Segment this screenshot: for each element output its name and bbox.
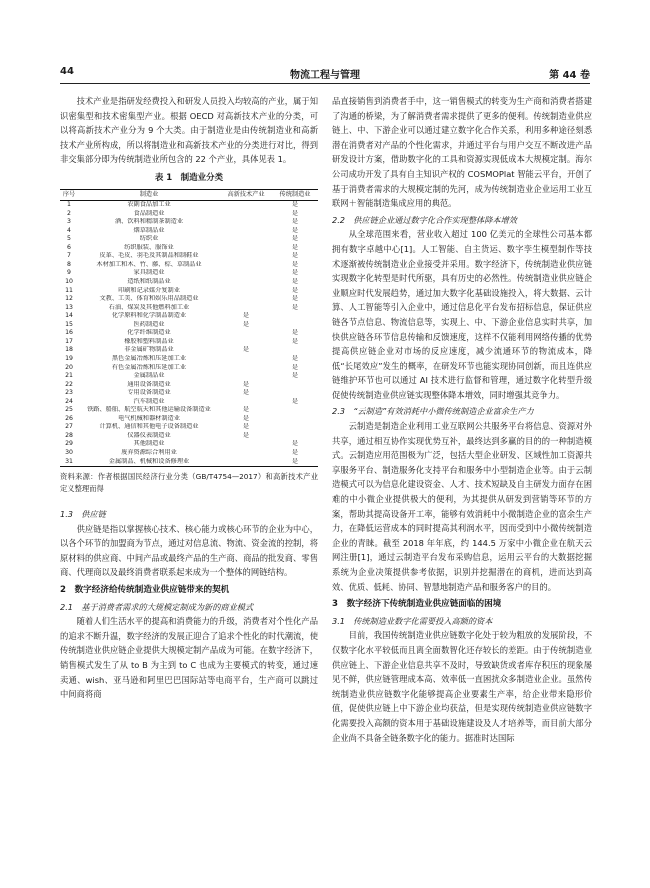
row-number: 22 (65, 380, 73, 388)
row-number: 12 (65, 295, 73, 303)
row-number: 21 (65, 372, 73, 380)
row-number: 24 (65, 397, 73, 405)
table-row (60, 381, 318, 390)
hightech-flag (220, 338, 272, 347)
table-row (60, 235, 318, 244)
table-row (60, 261, 318, 270)
left-column (60, 94, 318, 864)
traditional-flag: 是 (291, 235, 299, 243)
traditional-flag (272, 381, 318, 390)
header-no: 序号 (60, 189, 78, 201)
row-number: 28 (65, 431, 73, 439)
row-number: 13 (65, 303, 73, 311)
row-number: 20 (65, 363, 73, 371)
traditional-flag: 是 (291, 372, 299, 380)
header-hightech: 高新技术产业 (220, 189, 272, 201)
row-number: 19 (65, 354, 73, 362)
industry-name: 汽车制造业 (133, 397, 165, 405)
hightech-flag (220, 210, 272, 219)
industry-name: 通用设备制造业 (127, 380, 171, 388)
industry-name: 造纸和纸制品业 (127, 278, 171, 286)
row-number: 6 (67, 243, 71, 251)
table-row (60, 218, 318, 227)
continued-paragraph: 品直接销售到消费者手中，这一销售模式的转变为生产商和消费者搭建了沟通的桥梁，为了解消费者需求提供了更多的便利。传统制造业供应链上、中、下游企业可以通过建立数字化合作关系，利用多种途径刻悉潜在消费者对产品的个性化需求，并通过平台与用户交互不断改进产品研发设计方案，借助数字化的工具和资源实现低成本大规模定制。海尔公司成功开发了具有自主知识产权的 COSMOPlat 智能云平台，开创了基于消费者需求的大规模定制的先河，成为传统制造业企业运用工业互联网＋智能制造集成应用的典范。 (332, 96, 592, 209)
row-number: 23 (65, 389, 73, 397)
table-row (60, 364, 318, 373)
traditional-flag (272, 312, 318, 321)
traditional-flag: 是 (291, 278, 299, 286)
hightech-flag (220, 304, 272, 313)
table-row (60, 278, 318, 287)
row-number: 30 (65, 448, 73, 456)
hightech-flag (220, 244, 272, 253)
hightech-flag (220, 227, 272, 236)
table-row (60, 355, 318, 364)
table-row (60, 346, 318, 355)
table-row (60, 338, 318, 347)
industry-name: 木材加工和木、竹、藤、棕、草制品业 (96, 260, 202, 268)
traditional-flag (272, 415, 318, 424)
hightech-flag (220, 458, 272, 467)
traditional-flag: 是 (291, 363, 299, 371)
hightech-flag: 是 (242, 320, 250, 328)
traditional-flag: 是 (291, 397, 299, 405)
table-row (60, 244, 318, 253)
section-2-3-heading: 2.3 “云制造”有效消耗中小微传统制造企业富余生产力 (332, 406, 534, 417)
hightech-flag (220, 269, 272, 278)
industry-name: 纺织服装、服饰业 (124, 243, 174, 251)
table-caption: 表 1 制造业分类 (154, 172, 224, 183)
hightech-flag (220, 372, 272, 381)
right-column (332, 94, 592, 864)
traditional-flag: 是 (291, 209, 299, 217)
section-2-heading: 2 数字经济给传统制造业供应链带来的契机 (60, 585, 230, 596)
hightech-flag: 是 (242, 414, 250, 422)
traditional-flag (272, 321, 318, 330)
table-row (60, 415, 318, 424)
traditional-flag: 是 (291, 286, 299, 294)
section-2-1-paragraph: 随着人们生活水平的提高和消费能力的升级，消费者对个性化产品的追求不断升温，数字经济的发展正迎合了追求个性化的时代潮流，使传统制造业供应链企业提供大规模定制产品成为可能。在数字经济下，销售模式发生了从 to B 为主到 to C 也成为主要模式的转变，通过速卖通、wish、亚马逊和阿里巴巴国际站等电商平台，生产商可以跳过中间商将商 (60, 616, 318, 700)
industry-name: 印刷和记录媒介复制业 (118, 286, 180, 294)
industry-name: 有色金属冶炼和压延加工业 (111, 363, 187, 371)
table-header-row (60, 189, 318, 201)
traditional-flag: 是 (272, 458, 318, 467)
traditional-flag: 是 (291, 201, 299, 209)
row-number: 1 (67, 201, 71, 209)
traditional-flag: 是 (291, 448, 299, 456)
table-row (60, 458, 318, 467)
industry-name: 其他制造业 (133, 440, 165, 448)
hightech-flag (220, 287, 272, 296)
table-row (60, 440, 318, 449)
row-number: 3 (67, 218, 71, 226)
industry-name: 计算机、通信和其他电子设备制造业 (99, 423, 199, 431)
traditional-flag: 是 (291, 354, 299, 362)
row-number: 17 (65, 337, 73, 345)
hightech-flag (220, 235, 272, 244)
traditional-flag (272, 423, 318, 432)
section-2-2-paragraph: 从全球范围来看，营业收入超过 100 亿美元的全球性公司基本都拥有数字卓越中心[1]。人工智能、自主货运、数字孪生模型制作等技术逐渐被传统制造业企业接受并采用。数字经济下，传统制造业供应链实现数字化转型是时代所驱，具有历史的必然性。传统制造业供应链企业顺应时代发展趋势，通过加大数字化基础设施投入，将大数据、云计算、人工智能等引入企业中，通过信息化平台发布招标信息，保证供应链各节点信息、物流信息等，实现上、中、下游企业信息实时共享，加快供应链各环节信息传输和反馈速度，这样不仅能利用网络传播的优势提高供应链企业对市场的反应速度，减少流通环节的物流成本，降低“长尾效应”发生的概率，在研发环节也能实现协同创新，而且连供应链维护环节也可以通过 AI 技术进行监督和管理，通过数字化转型升级促使传统制造业供应链实现整体降本增效，同时增强其竞争力。 (332, 229, 592, 400)
table-row (60, 321, 318, 330)
industry-name: 非金属矿物制品业 (124, 346, 174, 354)
journal-title: 物流工程与管理 (290, 70, 360, 81)
table-row (60, 201, 318, 210)
traditional-flag: 是 (291, 243, 299, 251)
industry-name: 酒、饮料和精制茶制造业 (114, 218, 184, 226)
hightech-flag (220, 355, 272, 364)
traditional-flag: 是 (291, 252, 299, 260)
hightech-flag (220, 261, 272, 270)
industry-name: 家具制造业 (133, 269, 165, 277)
table-row (60, 252, 318, 261)
industry-name: 石油、煤炭及其他燃料加工业 (108, 303, 190, 311)
hightech-flag (220, 398, 272, 407)
table-row (60, 432, 318, 441)
hightech-flag (220, 449, 272, 458)
section-1-3-paragraph: 供应链是指以掌握核心技术、核心能力或核心环节的企业为中心，以各个环节的加盟商为节点，通过对信息流、物流、资金流的控制，将原材料的供应商、中间产品或最终产品的生产商、商品的批发商、零售商、代理商以及最终消费者联系起来成为一个整体的网链结构。 (60, 523, 318, 578)
hightech-flag (220, 295, 272, 304)
header-traditional: 传统制造业 (272, 189, 318, 201)
industry-name: 金属制品、机械和设备修理业 (78, 458, 220, 467)
industry-name: 仪器仪表制造业 (127, 431, 171, 439)
volume-label: 第 44 卷 (549, 70, 590, 81)
row-number: 9 (67, 269, 71, 277)
traditional-flag: 是 (291, 295, 299, 303)
header-rule (60, 83, 590, 84)
section-3-1-heading: 3.1 传统制造业数字化需要投入高额的资本 (332, 615, 493, 626)
hightech-flag (220, 440, 272, 449)
row-number: 4 (67, 226, 71, 234)
industry-name: 黑色金属冶炼和压延加工业 (111, 354, 187, 362)
industry-name: 烟草制品业 (133, 226, 165, 234)
hightech-flag: 是 (242, 423, 250, 431)
traditional-flag: 是 (291, 269, 299, 277)
section-2-2-heading: 2.2 供应链企业通过数字化合作实现整体降本增效 (332, 214, 517, 225)
table-row (60, 406, 318, 415)
table-row (60, 227, 318, 236)
traditional-flag (272, 406, 318, 415)
section-2-3-paragraph: 云制造是制造企业利用工业互联网公共服务平台将信息、资源对外共享，通过相互协作实现优势互补，最终达到多赢的目的的一种制造模式。云制造应用范围极为广泛，包括大型企业研发、区域性加工资源共享服务平台、制造服务化支持平台和服务中小型制造企业等。由于云制造模式可以为信息化建设资金、人才、技术短缺及自主研发力面存在困难的中小微企业提供极大的便利，为其提供从研发到营销等环节的方案，帮助其提高设备开工率，能够有效消耗中小微制造企业的富余生产力，在降低运营成本的同时提高其利润水平，因而受到中小微传统制造企业的青睐。截至 2018 年年底，约 144.5 万家中小微企业在航天云网注册[1]，通过云制造平台发布采购信息，运用云平台的大数据挖掘系统为企业决策提供参考依据，识别并挖掘潜在的商机，进而达到高效、优质、低耗、协同、智慧地制造产品和服务客户的目的。 (332, 421, 592, 592)
traditional-flag (272, 389, 318, 398)
section-2-1-heading: 2.1 基于消费者需求的大规模定制成为新的商业模式 (60, 601, 254, 612)
hightech-flag (220, 364, 272, 373)
table-row (60, 295, 318, 304)
traditional-flag: 是 (291, 329, 299, 337)
industry-name: 废弃资源综合利用业 (121, 448, 177, 456)
industry-name: 农副食品加工业 (127, 201, 171, 209)
running-header (60, 66, 590, 82)
table-row (60, 269, 318, 278)
row-number: 29 (65, 440, 73, 448)
table-row (60, 449, 318, 458)
industry-name: 纺织业 (139, 235, 159, 243)
table-row (60, 372, 318, 381)
hightech-flag: 是 (242, 389, 250, 397)
traditional-flag: 是 (291, 260, 299, 268)
hightech-flag (220, 218, 272, 227)
hightech-flag: 是 (242, 346, 250, 354)
row-number: 16 (65, 329, 73, 337)
hightech-flag: 是 (242, 312, 250, 320)
industry-name: 专用设备制造业 (127, 389, 171, 397)
hightech-flag (220, 252, 272, 261)
hightech-flag (220, 329, 272, 338)
row-number: 27 (65, 423, 73, 431)
traditional-flag: 是 (291, 337, 299, 345)
row-number: 11 (65, 286, 73, 294)
table-source-note: 资料来源：作者根据国民经济行业分类（GB/T4754—2017）和高新技术产业定义整理而得 (60, 472, 318, 494)
hightech-flag: 是 (242, 431, 250, 439)
industry-name: 皮革、毛皮、羽毛及其制品和制鞋业 (99, 252, 199, 260)
table-row (60, 389, 318, 398)
table-row (60, 210, 318, 219)
industry-name: 电气机械和器材制造业 (118, 414, 180, 422)
row-number: 8 (67, 260, 71, 268)
hightech-flag: 是 (242, 406, 250, 414)
row-number: 15 (65, 320, 73, 328)
row-number: 26 (65, 414, 73, 422)
row-number: 25 (65, 406, 73, 414)
section-3-heading: 3 数字经济下传统制造业供应链面临的困境 (332, 599, 502, 610)
industry-name: 医药制造业 (133, 320, 165, 328)
row-number: 18 (65, 346, 73, 354)
row-number: 10 (65, 278, 73, 286)
industry-name: 橡胶和塑料制品业 (124, 337, 174, 345)
row-number: 7 (67, 252, 71, 260)
section-3-1-paragraph: 目前，我国传统制造业供应链数字化处于较为粗放的发展阶段，不仅数字化水平较低而且离全面数智化还存较长的差距。由于传统制造业供应链上、下游企业信息共享不及时，导致缺货或者库存积压的现象屡见不鲜，供应链管理成本高、效率低一直困扰众多制造业企业。虽然传统制造业供应链数字化能够提高企业要素生产率，给企业带来隐形价值，促使供应链上中下游企业均获益，但是实现传统制造业供应链数字化需要投入高额的资本用于基础设施建设及人才培养等，而目前大部分企业尚不具备全链条数字化的能力。据准时达国际 (332, 630, 592, 743)
traditional-flag: 是 (291, 303, 299, 311)
table-row (60, 304, 318, 313)
traditional-flag: 是 (291, 440, 299, 448)
section-1-3-heading: 1.3 供应链 (60, 509, 106, 520)
traditional-flag (272, 432, 318, 441)
header-industry: 制造业 (78, 189, 220, 201)
table-row (60, 398, 318, 407)
row-number: 31 (60, 458, 78, 467)
industry-name: 食品制造业 (133, 209, 165, 217)
table-row (60, 423, 318, 432)
table-row (60, 312, 318, 321)
intro-paragraph: 技术产业是指研发经费投入和研发人员投入均较高的产业，属于知识密集型和技术密集型产业。根据 OECD 对高新技术产业的分类，可以将高新技术产业分为 9 个大类。由于制造业是由传统制造业和高新技术产业所构成，所以将制造业和高新技术产业的分类进行对比，得到非交集部分即为传统制造业所包含的 22 个产业，具体见表 1。 (60, 96, 318, 165)
industry-name: 文教、工美、体育和娱乐用品制造业 (99, 295, 199, 303)
traditional-flag: 是 (291, 226, 299, 234)
traditional-flag: 是 (291, 218, 299, 226)
row-number: 2 (67, 209, 71, 217)
industry-name: 金属制品业 (133, 372, 165, 380)
classification-table (60, 189, 318, 468)
page-number: 44 (60, 66, 74, 77)
hightech-flag: 是 (242, 380, 250, 388)
table-row (60, 287, 318, 296)
row-number: 14 (65, 312, 73, 320)
industry-name: 化学原料和化学制品制造业 (111, 312, 187, 320)
hightech-flag (220, 201, 272, 210)
traditional-flag (272, 346, 318, 355)
industry-name: 化学纤维制造业 (127, 329, 171, 337)
industry-name: 铁路、船舶、航空航天和其他运输设备制造业 (87, 406, 211, 414)
hightech-flag (220, 278, 272, 287)
table-row (60, 329, 318, 338)
row-number: 5 (67, 235, 71, 243)
